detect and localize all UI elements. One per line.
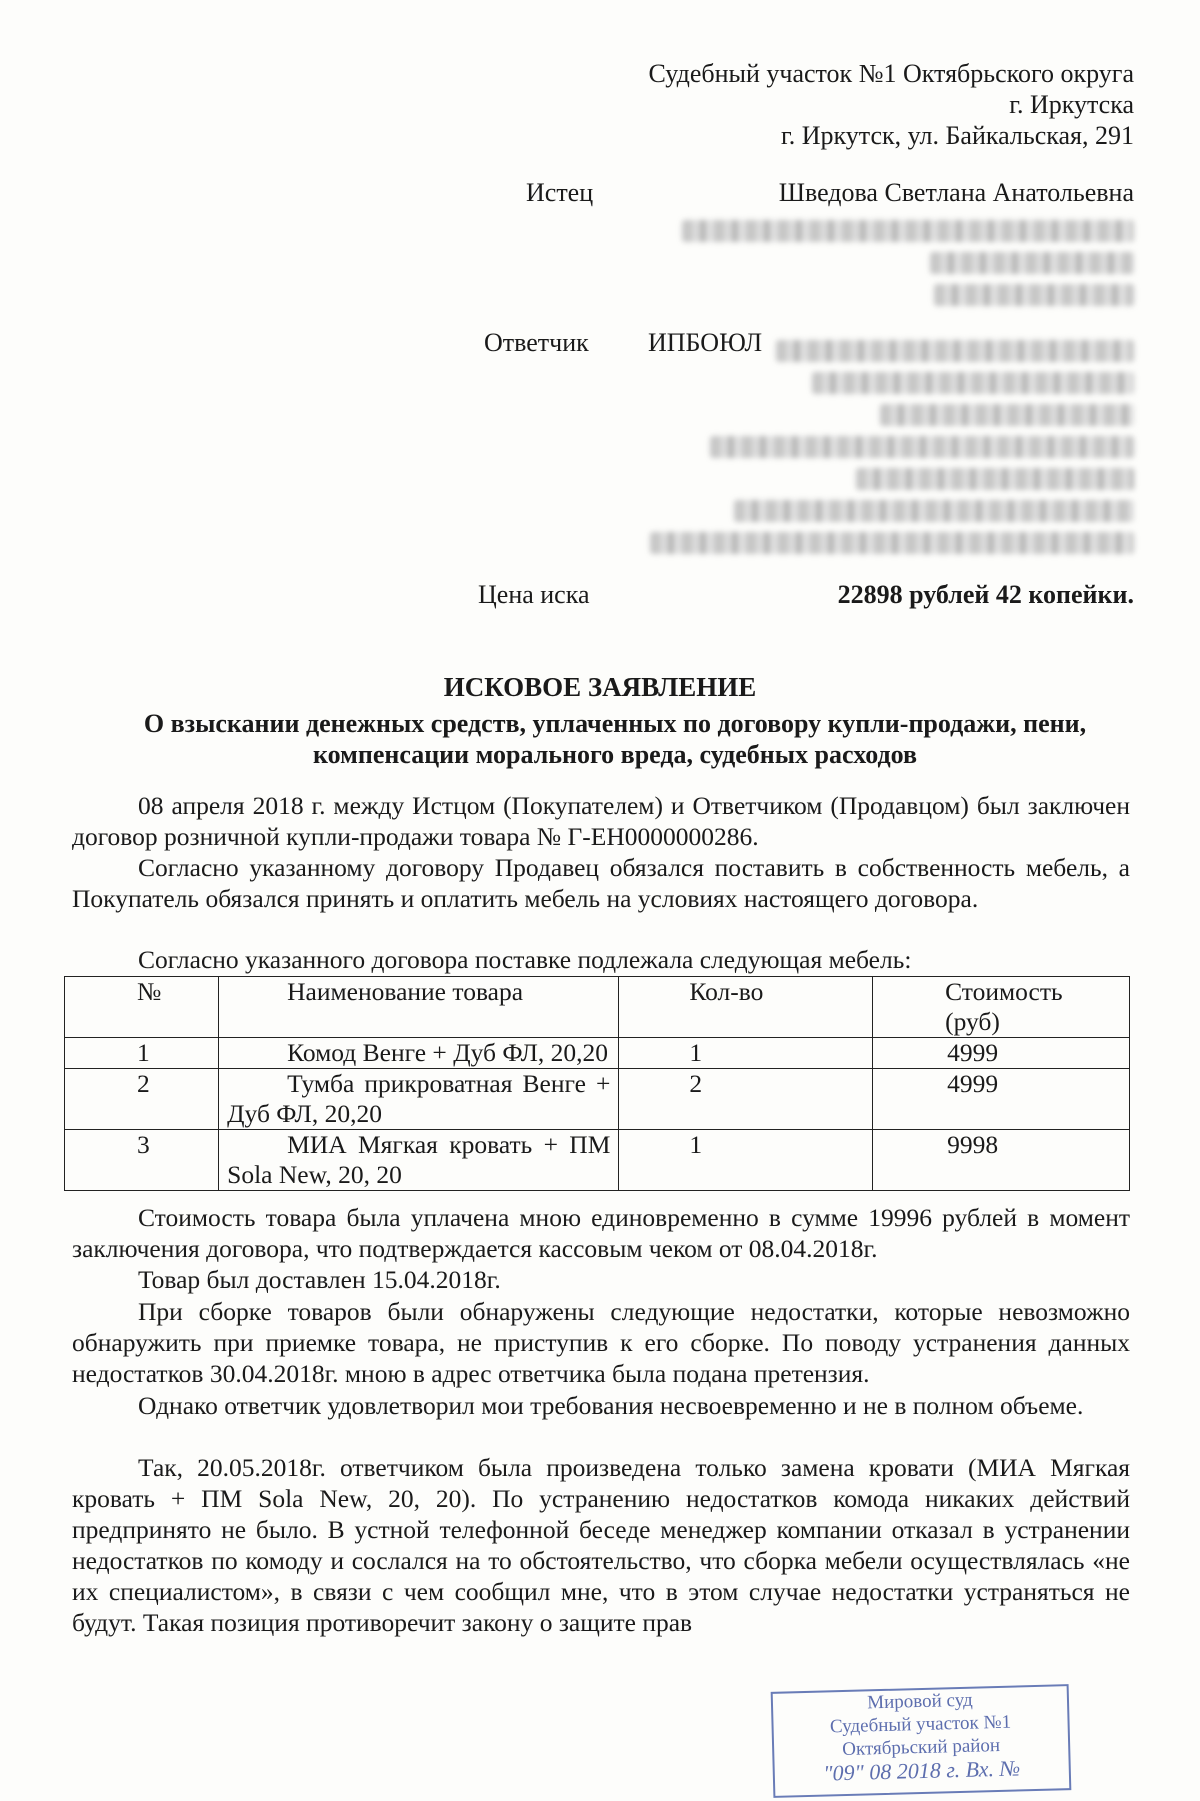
court-address <box>649 58 1134 151</box>
paragraph-defects: При сборке товаров были обнаружены следующие недостатки, которые невозможно обнаружить при приемке товара, не приступив к его сборке. По поводу устранения данных недостатков 30.04.2018г. мною в адрес ответчика была подана претензия. <box>72 1297 1130 1388</box>
claim-price-label: Цена иска <box>478 580 590 609</box>
redacted-text <box>934 284 1134 306</box>
redacted-text <box>930 252 1134 274</box>
row-item-name: Тумба прикроватная Венге + Дуб ФЛ, 20,20 <box>219 1069 619 1130</box>
stamp-line: Октябрьский район <box>841 1734 1001 1761</box>
table-row <box>65 1069 1130 1130</box>
header-cost: Стоимость (руб) <box>873 977 1130 1038</box>
paragraph-payment: Стоимость товара была уплачена мною единовременно в сумме 19996 рублей в момент заключения договора, что подтверждается кассовым чеком от 08.04.2018г. <box>72 1203 1130 1263</box>
court-street: г. Иркутск, ул. Байкальская, 291 <box>781 121 1134 150</box>
redacted-text <box>812 372 1134 394</box>
redacted-text <box>734 500 1134 522</box>
row-item-name: Комод Венге + Дуб ФЛ, 20,20 <box>219 1038 619 1069</box>
redacted-text <box>856 468 1134 490</box>
stamp-line: Судебный участок №1 <box>829 1711 1012 1738</box>
redacted-text <box>880 404 1134 426</box>
document-subtitle: О взыскании денежных средств, уплаченных по договору купли-продажи, пени, компенсации морального вреда, судебных расходов <box>143 709 1087 769</box>
paragraph-delivery: Товар был доставлен 15.04.2018г. <box>138 1265 501 1294</box>
court-name: Судебный участок №1 Октябрьского округа <box>648 59 1134 88</box>
header-quantity: Кол-во <box>619 977 873 1038</box>
redacted-text <box>710 436 1134 458</box>
table-row <box>65 1130 1130 1191</box>
row-quantity: 1 <box>619 1038 873 1069</box>
stamp-line: Мировой суд <box>866 1689 973 1714</box>
row-number: 2 <box>65 1069 219 1130</box>
paragraph-obligations: Согласно указанному договору Продавец обязался поставить в собственность мебель, а Покупатель обязался принять и оплатить мебель на условиях настоящего договора. <box>72 853 1130 913</box>
document-title: ИСКОВОЕ ЗАЯВЛЕНИЕ <box>443 672 757 702</box>
defendant-label: Ответчик <box>484 328 589 357</box>
defendant-prefix: ИПБОЮЛ <box>648 328 763 357</box>
court-stamp <box>771 1684 1072 1798</box>
header-item-name: Наименование товара <box>219 977 619 1038</box>
paragraph-contract: 08 апреля 2018 г. между Истцом (Покупателем) и Ответчиком (Продавцом) был заключен договор розничной купли-продажи товара № Г-ЕН0000000286. <box>72 791 1130 851</box>
claim-price-value: 22898 рублей 42 копейки. <box>837 580 1134 609</box>
row-cost: 4999 <box>873 1038 1130 1069</box>
court-city: г. Иркутска <box>1009 90 1134 119</box>
plaintiff-label: Истец <box>526 178 594 207</box>
row-cost: 4999 <box>873 1069 1130 1130</box>
redacted-text <box>776 340 1134 362</box>
paragraph-details: Так, 20.05.2018г. ответчиком была произведена только замена кровати (МИА Мягкая кровать + ПМ Sola New, 20, 20). По устранению недостатков комода никаких действий предпринято не было. В устной телефонной беседе менеджер компании отказал в устранении недостатков по комоду и сослался на то обстоятельство, что сборка мебели осуществлялась «не их специалистом», в связи с чем сообщил мне, что в этом случае недостатки устраняться не будут. Такая позиция противоречит закону о защите прав <box>72 1453 1130 1637</box>
plaintiff-name: Шведова Светлана Анатольевна <box>778 178 1134 207</box>
row-number: 1 <box>65 1038 219 1069</box>
table-header-row <box>65 977 1130 1038</box>
row-number: 3 <box>65 1130 219 1191</box>
header-number: № <box>65 977 219 1038</box>
stamp-handwritten-date: "09" 08 2018 г. Вх. № <box>823 1755 1021 1786</box>
redacted-text <box>650 532 1134 554</box>
paragraph-response: Однако ответчик удовлетворил мои требования несвоевременно и не в полном объеме. <box>138 1391 1084 1420</box>
goods-table <box>64 976 1130 1191</box>
row-cost: 9998 <box>873 1130 1130 1191</box>
table-row <box>65 1038 1130 1069</box>
row-quantity: 2 <box>619 1069 873 1130</box>
row-item-name: МИА Мягкая кровать + ПМ Sola New, 20, 20 <box>219 1130 619 1191</box>
paragraph-goods-intro: Согласно указанного договора поставке подлежала следующая мебель: <box>138 945 912 974</box>
redacted-text <box>682 220 1134 242</box>
row-quantity: 1 <box>619 1130 873 1191</box>
